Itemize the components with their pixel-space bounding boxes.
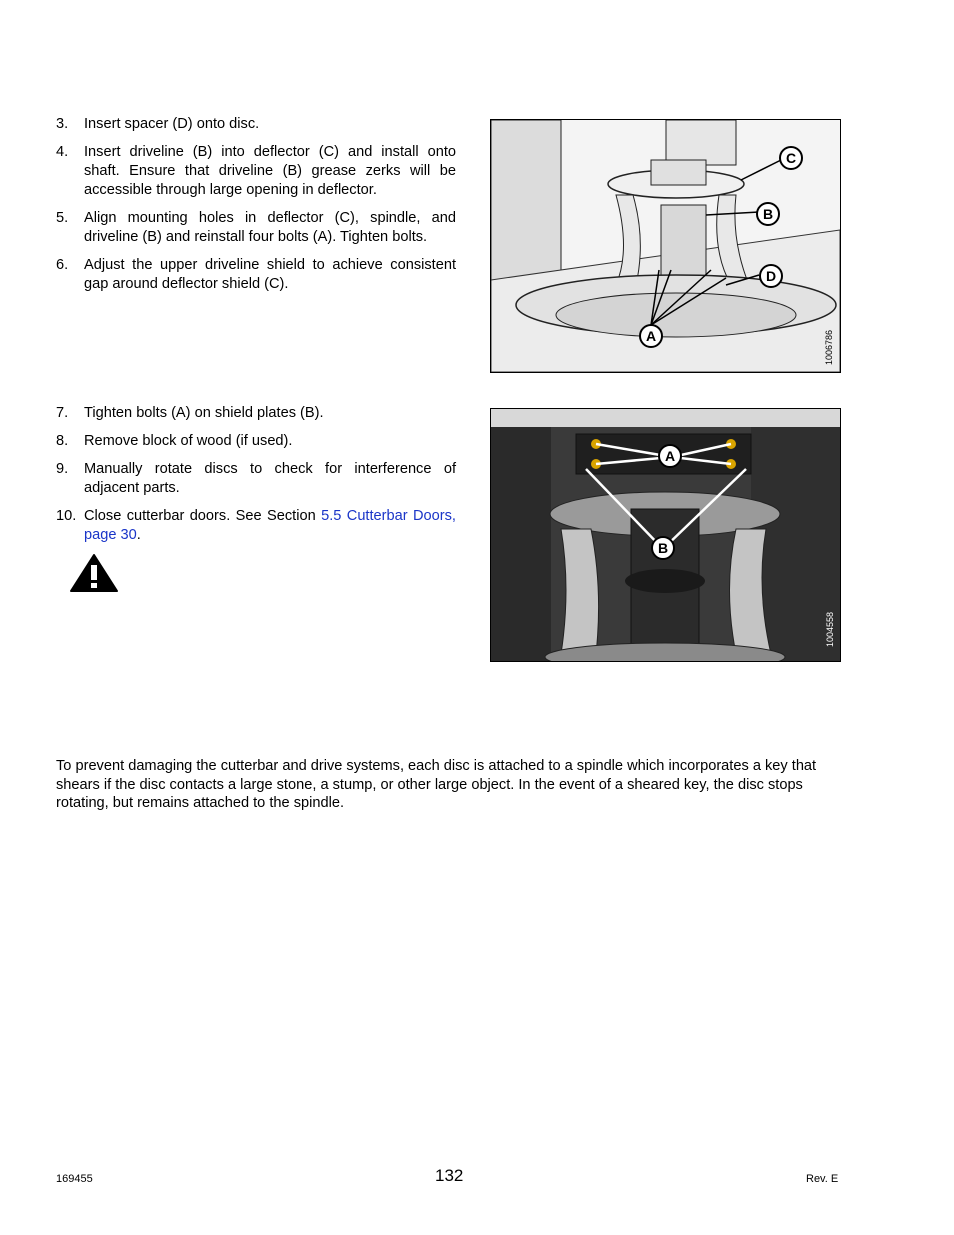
step-6: 6. Adjust the upper driveline shield to achieve consistent gap around deflector shield (C).	[56, 257, 456, 292]
step-5: 5. Align mounting holes in deflector (C), spindle, and driveline (B) and reinstall four bolts (A). Tighten bolts.	[56, 210, 456, 245]
callout-a: A	[658, 444, 682, 468]
warning-icon	[69, 553, 119, 593]
callout-b: B	[651, 536, 675, 560]
shear-key-paragraph: To prevent damaging the cutterbar and drive systems, each disc is attached to a spindle which incorporates a key that shears if the disc contacts a large stone, a stump, or other large object. In the event of a sheared key, the disc stops rotating, but remains attached to the spindle.	[56, 758, 817, 811]
step-9: 9. Manually rotate discs to check for interference of adjacent parts.	[56, 461, 456, 496]
figure-shield-plates	[490, 408, 841, 662]
callout-a: A	[639, 324, 663, 348]
step-7: 7. Tighten bolts (A) on shield plates (B).	[56, 405, 324, 421]
step-3: 3. Insert spacer (D) onto disc.	[56, 116, 260, 132]
callout-b: B	[756, 202, 780, 226]
footer-revision: Rev. E	[806, 1173, 839, 1185]
footer-doc-number: 169455	[56, 1173, 93, 1185]
figure-id: 1004558	[825, 611, 835, 647]
figure-driveline-install	[490, 119, 841, 373]
step-4: 4. Insert driveline (B) into deflector (C) and install onto shaft. Ensure that driveline (B) grease zerks will be accessible through large opening in deflector.	[56, 144, 456, 198]
cutterbar-doors-link[interactable]: 5.5 Cutterbar Doors, page 30	[84, 508, 456, 543]
footer-page-number: 132	[435, 1166, 464, 1185]
figure-id: 1006786	[824, 329, 834, 365]
step-10: 10. Close cutterbar doors. See Section 5.5 Cutterbar Doors, page 30.	[56, 508, 456, 543]
callout-c: C	[779, 146, 803, 170]
steps-list-a	[56, 115, 456, 303]
callout-d: D	[759, 264, 783, 288]
steps-list-b	[56, 404, 456, 554]
step-8: 8. Remove block of wood (if used).	[56, 433, 293, 449]
